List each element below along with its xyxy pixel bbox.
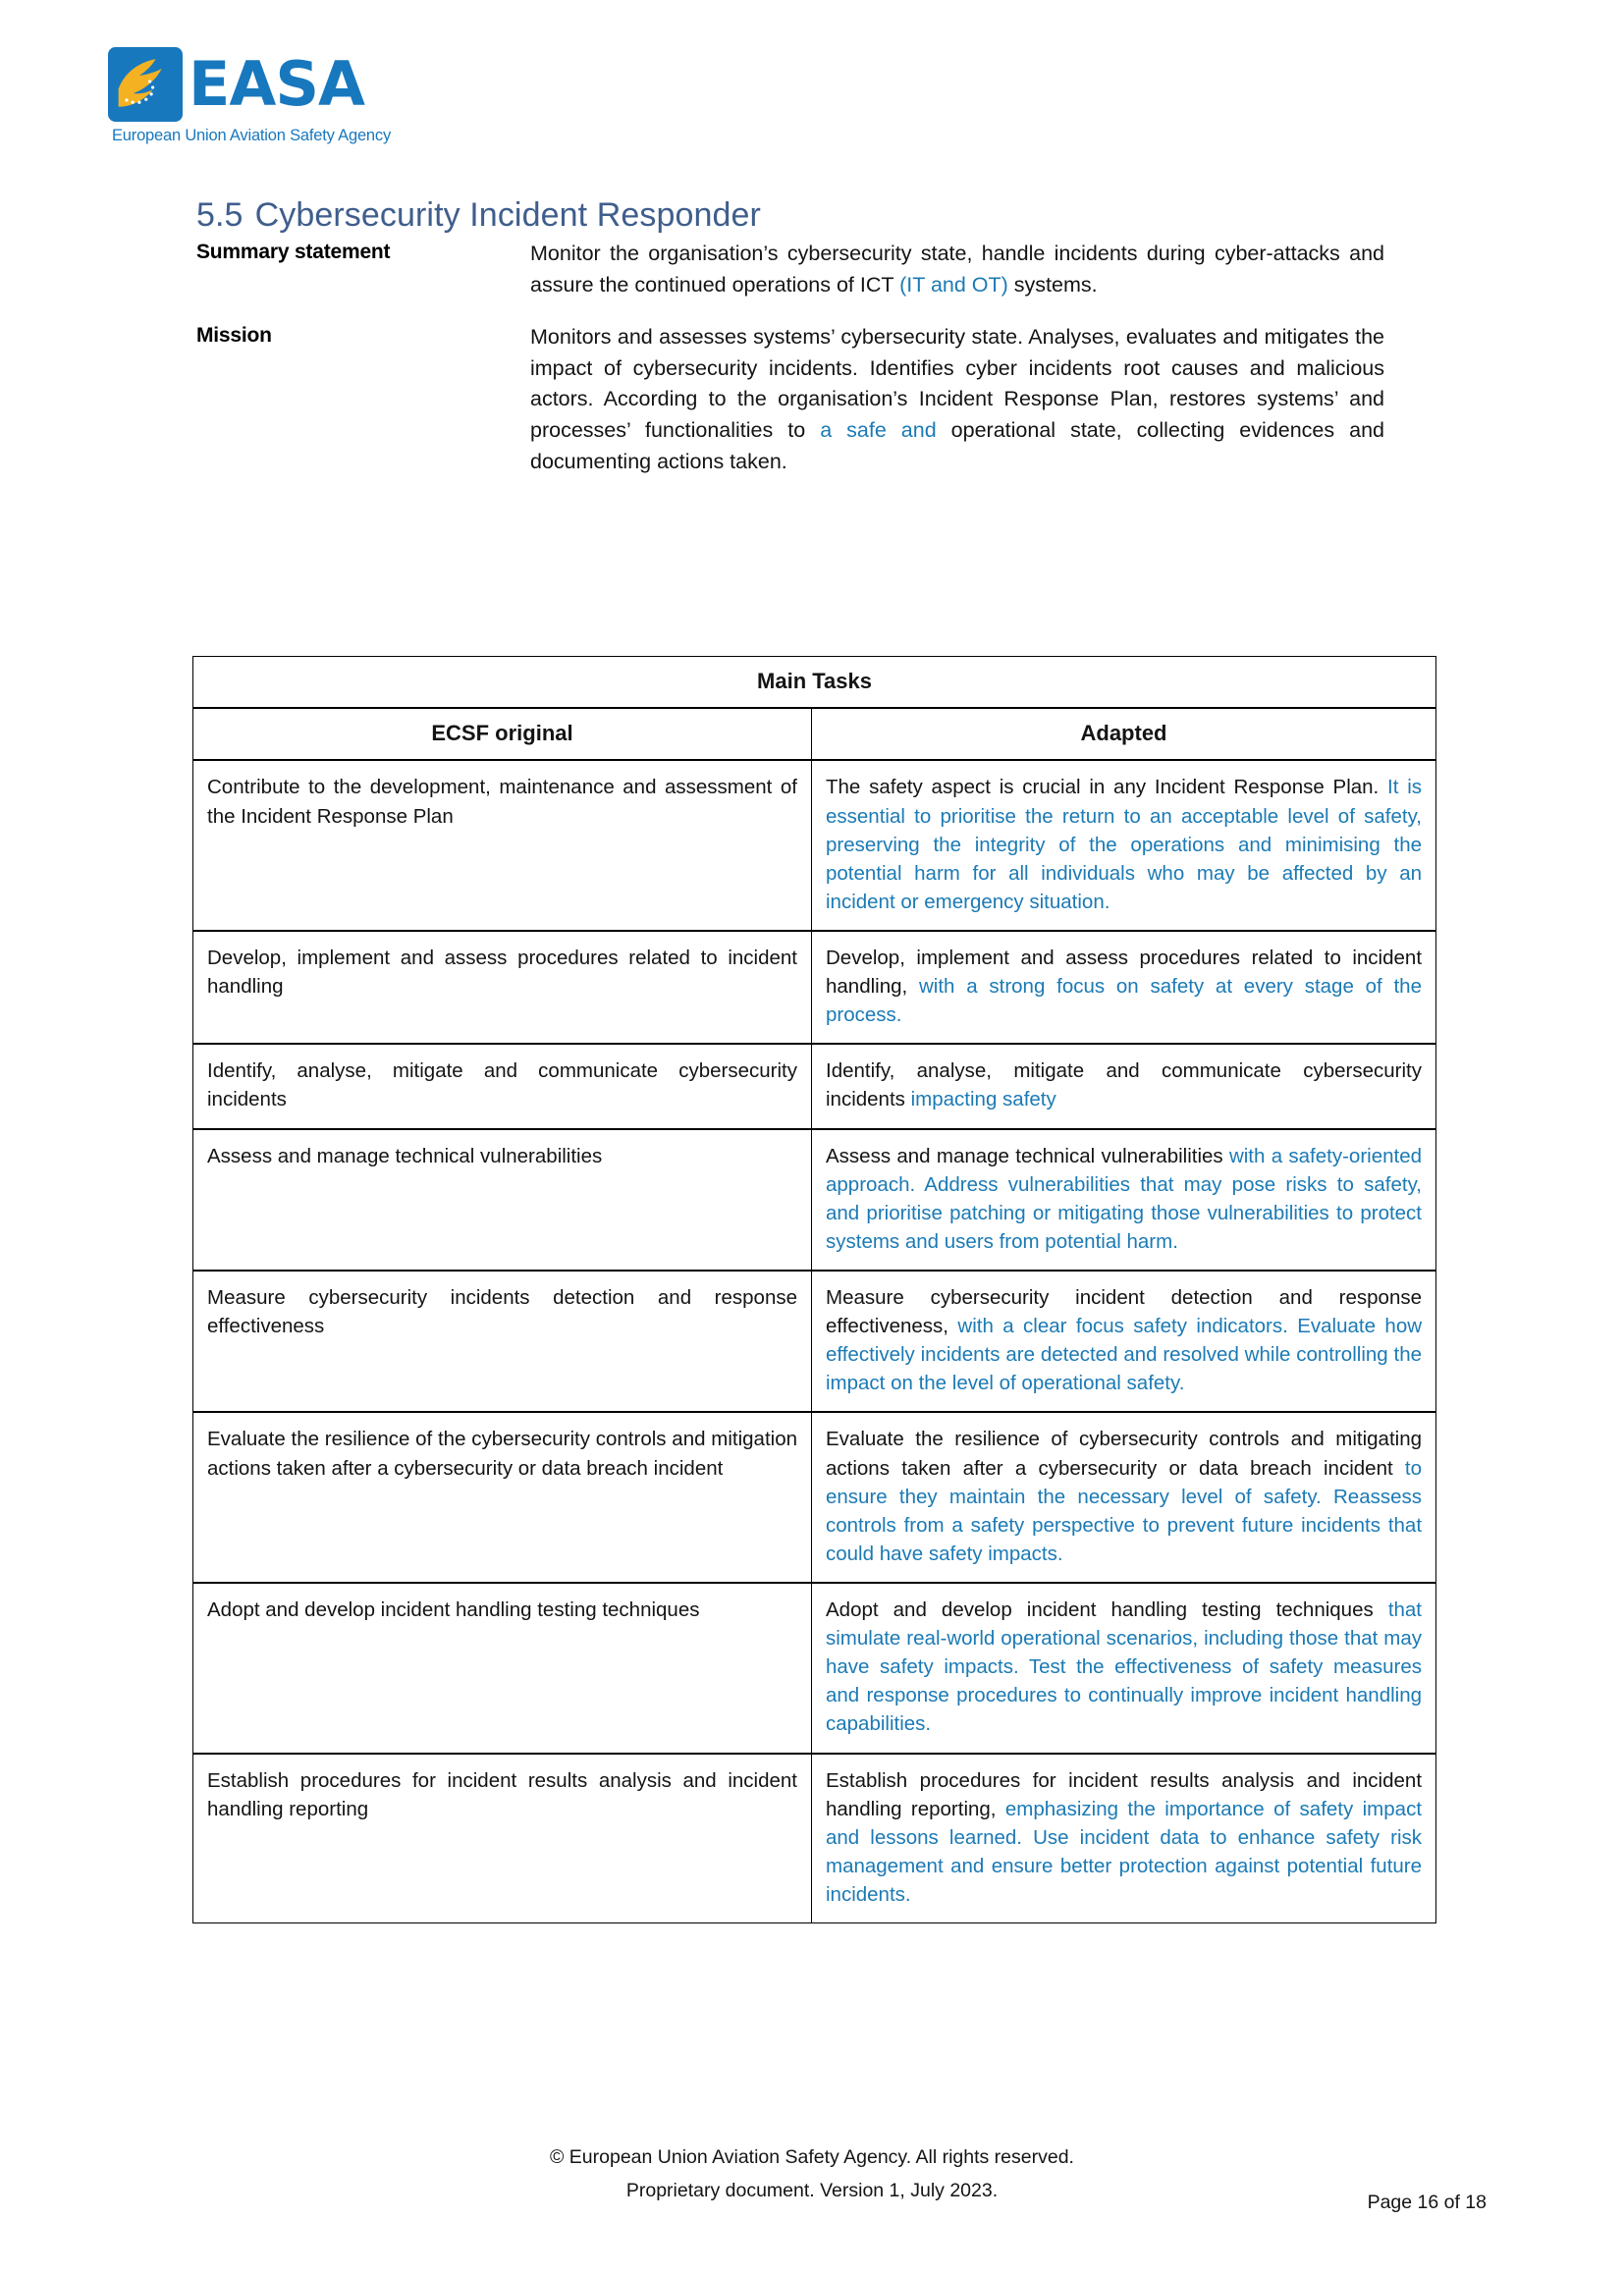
adapted-blue-text: with a safety-oriented approach. Address vulnerabilities that may pose risks to safety, and prioritise patching or mitigating those vulnerabilities to protect systems and users from potential harm. bbox=[826, 1144, 1423, 1253]
mission-text-part1: Monitors and assesses systems’ cybersecurity state. Analyses, evaluates and mitigates the impact of cybersecurity incidents. Identifies cyber incidents root causes and malicious actors. According to the organisation’s Incident Response Plan, restores systems’ and processes’ functionalities to bbox=[530, 325, 1384, 442]
adapted-blue-text: It is essential to prioritise the return to an acceptable level of safety, preserving the integrity of the operations and minimising the potential harm for all individuals who may be affected by an incident or emergency situation. bbox=[826, 776, 1423, 913]
table-title-row bbox=[193, 657, 1436, 709]
section-number: 5.5 bbox=[196, 196, 244, 234]
table-row bbox=[193, 760, 1436, 931]
cell-adapted bbox=[812, 1129, 1436, 1271]
adapted-black-text: Establish procedures for incident results analysis and incident handling reporting, bbox=[826, 1768, 1423, 1820]
cell-adapted bbox=[812, 1044, 1436, 1128]
adapted-blue-text: with a strong focus on safety at every stage of the process. bbox=[826, 975, 1422, 1027]
footer-proprietary: Proprietary document. Version 1, July 2023. bbox=[625, 2180, 999, 2202]
cell-original: Develop, implement and assess procedures related to incident handling bbox=[193, 931, 812, 1044]
page-title bbox=[196, 196, 761, 235]
mission-text-part2: operational state, collecting evidences and documenting actions taken. bbox=[530, 417, 1384, 473]
adapted-blue-text: that simulate real-world operational scenarios, including those that may have safety impacts. Test the effectiveness of safety measures and response procedures to continually improve incident handling capabilities. bbox=[826, 1597, 1423, 1736]
page-number: Page 16 of 18 bbox=[1367, 2192, 1487, 2213]
adapted-blue-text: with a clear focus safety indicators. Evaluate how effectively incidents are detected and resolved while controlling the impact on the level of operational safety. bbox=[826, 1315, 1423, 1395]
logo-row bbox=[108, 47, 520, 122]
mission-row bbox=[196, 322, 1434, 477]
table-body bbox=[193, 760, 1436, 1922]
cell-original: Evaluate the resilience of the cybersecurity controls and mitigation actions taken after a cybersecurity or data breach incident bbox=[193, 1412, 812, 1583]
footer-copyright: © European Union Aviation Safety Agency. All rights reserved. bbox=[550, 2146, 1074, 2168]
cell-original: Measure cybersecurity incidents detection and response effectiveness bbox=[193, 1271, 812, 1412]
mission-text-highlight: a safe and bbox=[820, 417, 937, 442]
mission-label: Mission bbox=[196, 324, 272, 348]
adapted-black-text: Assess and manage technical vulnerabilities bbox=[826, 1144, 1229, 1167]
main-tasks-table bbox=[192, 656, 1436, 1923]
summary-text-part1: Monitor the organisation’s cybersecurity state, handle incidents during cyber-attacks and assure the continued operations of ICT bbox=[530, 242, 1384, 297]
adapted-blue-text: impacting safety bbox=[910, 1088, 1056, 1111]
cell-original: Contribute to the development, maintenance and assessment of the Incident Response Plan bbox=[193, 760, 812, 931]
summary-text-highlight: (IT and OT) bbox=[899, 272, 1008, 297]
adapted-black-text: Identify, analyse, mitigate and communicate cybersecurity incidents bbox=[826, 1059, 1423, 1111]
cell-adapted bbox=[812, 1583, 1436, 1754]
cell-adapted bbox=[812, 1271, 1436, 1412]
table-title: Main Tasks bbox=[193, 657, 1436, 709]
summary-statement-label: Summary statement bbox=[196, 241, 391, 263]
table-row bbox=[193, 1412, 1436, 1583]
column-header-adapted: Adapted bbox=[812, 708, 1436, 760]
cell-original: Identify, analyse, mitigate and communicate cybersecurity incidents bbox=[193, 1044, 812, 1128]
cell-adapted bbox=[812, 760, 1436, 931]
summary-statement-row bbox=[196, 239, 1434, 300]
easa-logo bbox=[108, 47, 520, 145]
cell-original: Establish procedures for incident results analysis and incident handling reporting bbox=[193, 1754, 812, 1923]
easa-wordmark: EASA bbox=[189, 48, 364, 120]
easa-subtitle: European Union Aviation Safety Agency bbox=[112, 127, 392, 144]
adapted-blue-text: to ensure they maintain the necessary level of safety. Reassess controls from a safety perspective to prevent future incidents that could have safety impacts. bbox=[826, 1456, 1423, 1565]
table-row bbox=[193, 931, 1436, 1044]
cell-adapted bbox=[812, 1754, 1436, 1923]
adapted-blue-text: emphasizing the importance of safety impact and lessons learned. Use incident data to enhance safety risk management and ensure better protection against potential future incidents. bbox=[826, 1797, 1423, 1906]
column-header-ecsf-original: ECSF original bbox=[193, 708, 812, 760]
table-row bbox=[193, 1754, 1436, 1923]
table-row bbox=[193, 1044, 1436, 1128]
section-title: Cybersecurity Incident Responder bbox=[254, 196, 761, 234]
adapted-black-text: Adopt and develop incident handling testing techniques bbox=[826, 1597, 1388, 1621]
mission-text bbox=[530, 322, 1384, 477]
table-header-row bbox=[193, 708, 1436, 760]
easa-bird-logo-icon bbox=[108, 47, 183, 122]
table-row bbox=[193, 1583, 1436, 1754]
cell-original: Assess and manage technical vulnerabilities bbox=[193, 1129, 812, 1271]
role-description-block bbox=[196, 239, 1434, 499]
table-row bbox=[193, 1271, 1436, 1412]
cell-adapted bbox=[812, 1412, 1436, 1583]
cell-adapted bbox=[812, 931, 1436, 1044]
adapted-black-text: The safety aspect is crucial in any Incident Response Plan. bbox=[826, 776, 1388, 799]
cell-original: Adopt and develop incident handling testing techniques bbox=[193, 1583, 812, 1754]
table-row bbox=[193, 1129, 1436, 1271]
summary-statement-text bbox=[530, 239, 1384, 300]
summary-text-part2: systems. bbox=[1007, 272, 1098, 297]
adapted-black-text: Evaluate the resilience of cybersecurity controls and mitigating actions taken after a cybersecurity or data breach incident bbox=[826, 1428, 1423, 1480]
adapted-black-text: Measure cybersecurity incident detection and response effectiveness, bbox=[826, 1286, 1423, 1338]
adapted-black-text: Develop, implement and assess procedures related to incident handling, bbox=[826, 947, 1423, 999]
